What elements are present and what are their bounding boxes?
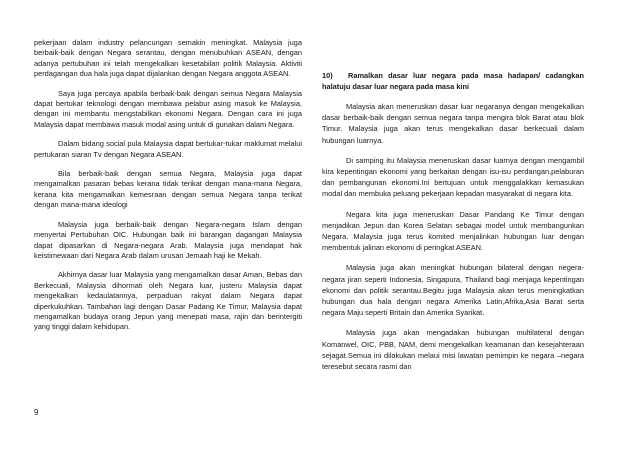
right-column <box>322 70 584 381</box>
paragraph: Di samping itu Malaysia meneruskan dasar luarnya dengan mengambil kira kepentingan ekonomi yang berkaitan dengan isu-isu perdangan,pelaburan dan pembangunan ekonomi.Ini bertujuan untuk menggalakkan kemasukan modal dan membuka peluang pekerjaan kepadan masyarakat di negara kita. <box>322 155 584 199</box>
paragraph: Negara kita juga meneruskan Dasar Pandang Ke Timur dengan menjadikan Jepun dan Korea Selatan sebagai model untuk membangunkan Negara. Malaysia juga terus komited menjalinkan hubungan luar dengan membentuk jalinan ekonomi di peringkat ASEAN. <box>322 209 584 253</box>
paragraph: Malaysia juga berbaik-baik dengan Negara-negara Islam dengan menyertai Pertubuhan OIC. Hubungan baik ini barangan dagangan Malaysia dapat dipasarkan di Negara-negara Arab. Malaysia juga mendapat hak keistimewaan dari Negara Arab dalam urusan Jemaah haji ke Mekah. <box>34 219 302 260</box>
left-column <box>34 38 302 342</box>
paragraph: Malaysia akan meneruskan dasar luar negaranya dengan mengekalkan dasar berbaik-baik dengan semua negara tanpa mengira blok Barat atau blok Timur. Malaysia juga akan terus mengekalkan dasar berkecuali dalam hubungan luarnya. <box>322 102 584 145</box>
paragraph: Dalam bidang social pula Malaysia dapat bertukar-tukar maklumat melalui pertukaran siaran Tv dengan Negara ASEAN. <box>34 139 302 159</box>
paragraph: Malaysia juga akan mengadakan hubungan multilateral dengan Komanwel, OIC, PBB, NAM, demi mengekalkan keamanan dan kesejahteraan sejagat.Semua ini dilakukan melaui misi lawatan pemimpin ke negara –negara teresebut secara rasmi dan <box>322 328 584 372</box>
paragraph: Malaysia juga akan meningkat hubungan bilateral dengan negera-negara jiran seperti Indonesia, Singapura, Thailand bagi menjaga kepentingan ekonomi dan politik serantau.Begitu juga Malaysia akan terus meningkatkan hubungan dua hala dengan negara Amerika Latin,Afrika,Asia Barat serta negara Maju seperti Britain dan Amerika Syarikat. <box>322 263 584 318</box>
paragraph: Bila berbaik-baik dengan semua Negara, Malaysia juga dapat mengamalkan pasaran bebas kerana tidak terikat dengan mana-mana Negara, kerana kita mengamalkan kemesraan dengan semua Negara tanpa terikat dengan mana-mana ideologi <box>34 169 302 210</box>
section-heading-text: Ramalkan dasar luar negara pada masa hadapan/ cadangkan halatuju dasar luar negara pada masa kini <box>322 71 584 91</box>
paragraph: Saya juga percaya apabila berbaik-baik dengan semua Negara Malaysia dapat bertukar teknologi dengan membawa pelabur asing masuk ke Malaysia, dengan ini membantu mengstabilkan ekonomi Negara. Dengan cara ini juga Malaysia dapat membawa masuk modal asing untuk di gunakan dalam Negara. <box>34 88 302 129</box>
section-heading <box>322 70 584 92</box>
section-number: 10) <box>322 71 333 80</box>
paragraph: pekerjaan dalam industry pelancungan semakin meningkat. Malaysia juga berbaik-baik dengan Negara serantau, dengan menubuhkan ASEAN, dengan adanya pertubuhan ini telah mengekalkan kesetabilan politik Malaysia. Aktiviti perdagangan dua hala juga dapat dijalankan dengan Negara anggota ASEAN. <box>34 38 302 79</box>
page-number: 9 <box>34 408 39 417</box>
paragraph: Akhirnya dasar luar Malaysia yang mengamalkan dasar Aman, Bebas dan Berkecuali, Malaysia dihormati oleh Negara luar, justeru Malaysia dapat mengekalkan kedaulatannya, perpaduan rakyat dalam Negara dapat diperkukuhkan. Tambahan lagi dengan Dasar Padang Ke Timur, Malaysia dapat mengamalkan budaya orang Jepun yang menepati masa, rajin dan berintergiti yang tinggi dalam kehidupan. <box>34 270 302 332</box>
